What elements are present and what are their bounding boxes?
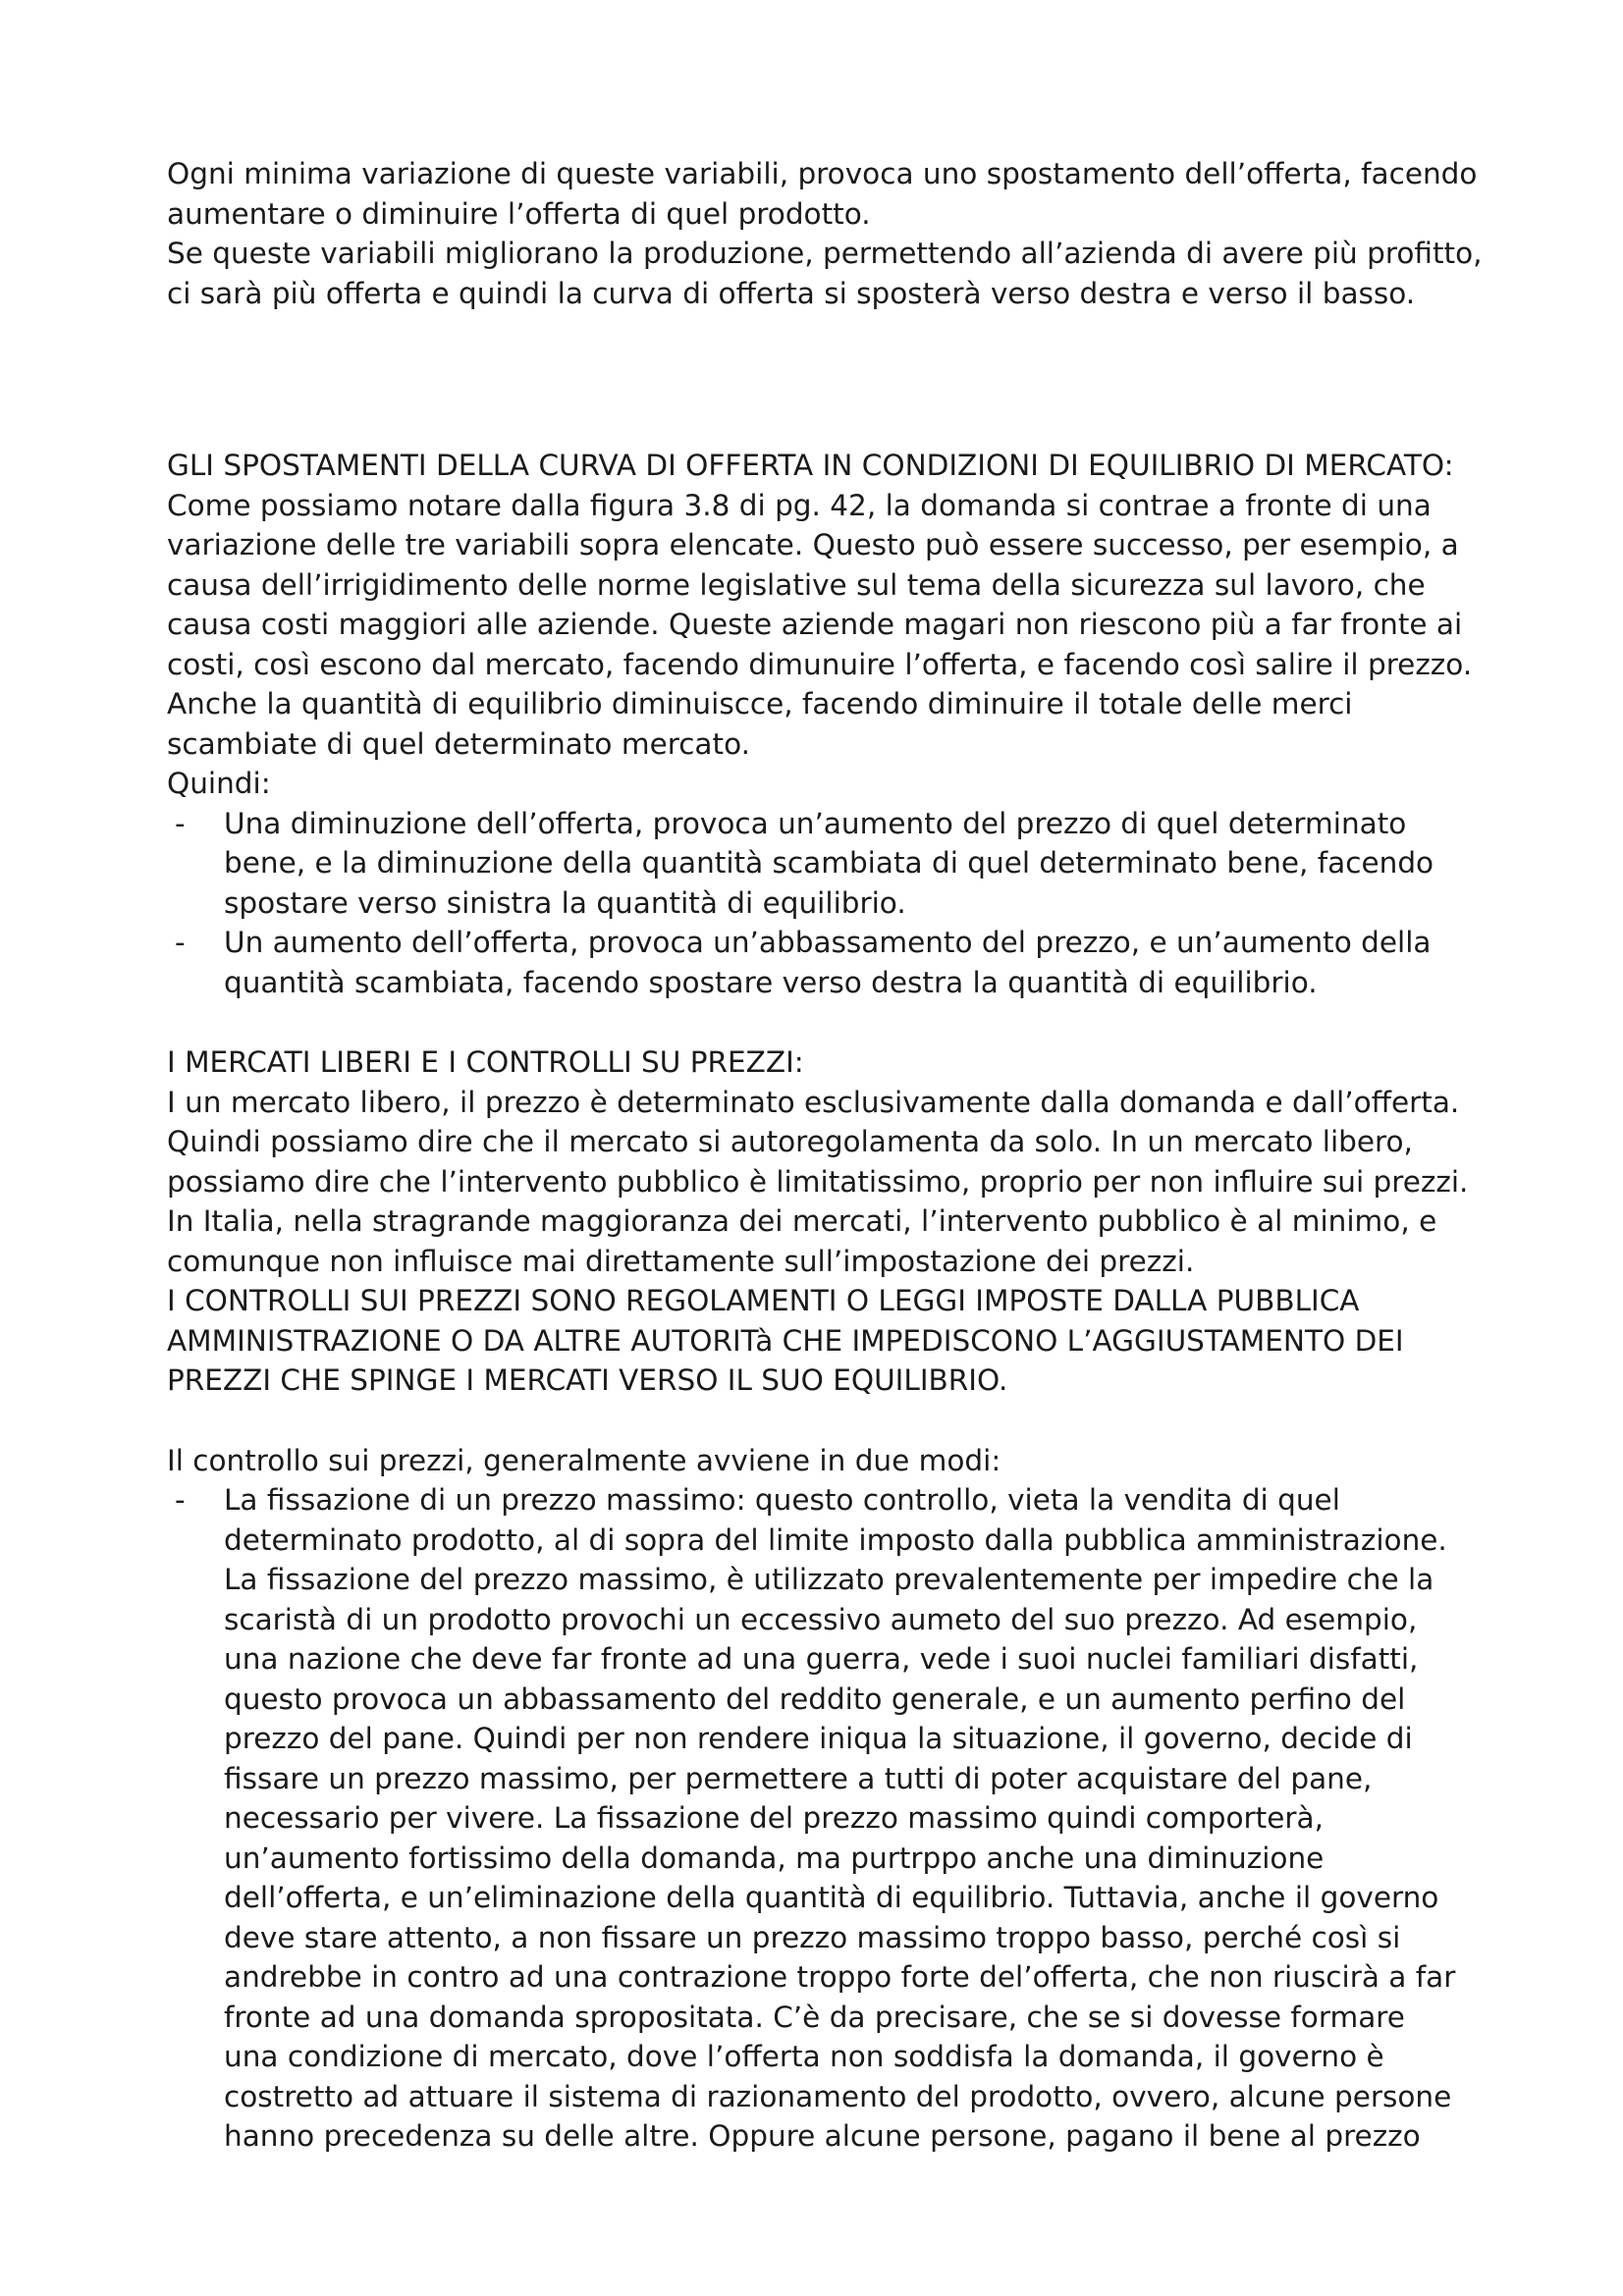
text-line: possiamo dire che l’intervento pubblico è limitatissimo, proprio per non influire sui prezzi. — [167, 1164, 1469, 1199]
text-line: Se queste variabili migliorano la produzione, permettendo all’azienda di avere più profitto, — [167, 237, 1483, 270]
section-heading: GLI SPOSTAMENTI DELLA CURVA DI OFFERTA IN CONDIZIONI DI EQUILIBRIO DI MERCATO: — [167, 449, 1454, 482]
text-line: Quindi possiamo dire che il mercato si autoregolamenta da solo. In un mercato libero, — [167, 1125, 1413, 1158]
text-line: questo provoca un abbassamento del reddito generale, e un aumento perfino del — [224, 1682, 1406, 1716]
bullet-dash: - — [175, 1483, 186, 1517]
text-line: quantità scambiata, facendo spostare verso destra la quantità di equilibrio. — [224, 965, 1318, 999]
list-item — [167, 1480, 1522, 2157]
text-line: costi, così escono dal mercato, facendo dimunuire l’offerta, e facendo così salire il prezzo. — [167, 647, 1473, 681]
text-line: scambiate di quel determinato mercato. — [167, 726, 750, 761]
text-line: Il controllo sui prezzi, generalmente avviene in due modi: — [167, 1443, 1001, 1477]
section-supply-shift — [167, 446, 1522, 1002]
bullet-list — [167, 804, 1522, 1003]
text-line: Quindi: — [167, 767, 271, 800]
text-line: I CONTROLLI SUI PREZZI SONO REGOLAMENTI O LEGGI IMPOSTE DALLA PUBBLICA — [167, 1284, 1360, 1317]
text-line: costretto ad attuare il sistema di razionamento del prodotto, ovvero, alcune persone — [224, 2079, 1452, 2113]
text-line: La fissazione del prezzo massimo, è utilizzato prevalentemente per impedire che la — [224, 1563, 1434, 1596]
bullet-dash: - — [175, 806, 186, 840]
text-line: spostare verso sinistra la quantità di equilibrio. — [224, 885, 906, 920]
text-line: ci sarà più offerta e quindi la curva di offerta si sposterà verso destra e verso il basso. — [167, 276, 1416, 310]
intro-paragraph — [167, 154, 1522, 313]
spacer — [167, 313, 1522, 446]
section-heading: I MERCATI LIBERI E I CONTROLLI SU PREZZI: — [167, 1045, 804, 1079]
section-free-markets — [167, 1042, 1522, 1401]
text-line: andrebbe in contro ad una contrazione troppo forte del’offerta, che non riuscirà a far — [224, 1960, 1456, 1994]
text-line: necessario per vivere. La fissazione del prezzo massimo quindi comporterà, — [224, 1801, 1324, 1835]
text-line: Una diminuzione dell’offerta, provoca un’aumento del prezzo di quel determinato — [224, 806, 1407, 840]
text-line: La fissazione di un prezzo massimo: questo controllo, vieta la vendita di quel — [224, 1483, 1340, 1517]
text-line: comunque non influisce mai direttamente sull’impostazione dei prezzi. — [167, 1244, 1195, 1278]
text-line: fronte ad una domanda spropositata. C’è da precisare, che se si dovesse formare — [224, 2000, 1405, 2034]
text-line: I un mercato libero, il prezzo è determinato esclusivamente dalla domanda e dall’offerta. — [167, 1085, 1460, 1119]
text-line: scaristà di un prodotto provochi un eccessivo aumeto del suo prezzo. Ad esempio, — [224, 1602, 1418, 1636]
text-line: aumentare o diminuire l’offerta di quel prodotto. — [167, 196, 871, 231]
text-line: Anche la quantità di equilibrio diminuiscce, facendo diminuire il totale delle merci — [167, 687, 1353, 721]
bullet-dash: - — [175, 926, 186, 959]
text-line: deve stare attento, a non fissare un prezzo massimo troppo basso, perché così si — [224, 1920, 1401, 1954]
text-line: causa costi maggiori alle aziende. Queste aziende magari non riescono più a far fronte ai — [167, 608, 1463, 641]
spacer — [167, 1002, 1522, 1042]
section-price-controls — [167, 1441, 1522, 2157]
bullet-list — [167, 1480, 1522, 2157]
text-line: prezzo del pane. Quindi per non rendere iniqua la situazione, il governo, decide di — [224, 1722, 1413, 1755]
text-line: variazione delle tre variabili sopra elencate. Questo può essere successo, per esempio, a — [167, 528, 1459, 561]
list-item — [167, 804, 1522, 924]
text-line: una condizione di mercato, dove l’offerta non soddisfa la domanda, il governo è — [224, 2040, 1384, 2073]
text-line: In Italia, nella stragrande maggioranza dei mercati, l’intervento pubblico è al minimo, e — [167, 1204, 1437, 1238]
text-line: causa dell’irrigidimento delle norme legislative sul tema della sicurezza sul lavoro, che — [167, 567, 1426, 602]
text-line: Un aumento dell’offerta, provoca un’abbassamento del prezzo, e un’aumento della — [224, 926, 1432, 959]
text-line: dell’offerta, e un’eliminazione della quantità di equilibrio. Tuttavia, anche il governo — [224, 1881, 1439, 1914]
text-line: Come possiamo notare dalla figura 3.8 di pg. 42, la domanda si contrae a fronte di una — [167, 488, 1432, 522]
text-line: bene, e la diminuzione della quantità scambiata di quel determinato bene, facendo — [224, 846, 1434, 880]
text-line: un’aumento fortissimo della domanda, ma purtrppo anche una diminuzione — [224, 1841, 1325, 1875]
text-line: fissare un prezzo massimo, per permettere a tutti di poter acquistare del pane, — [224, 1761, 1373, 1795]
text-line: una nazione che deve far fronte ad una guerra, vede i suoi nuclei familiari disfatti, — [224, 1642, 1419, 1676]
text-line: AMMINISTRAZIONE O DA ALTRE AUTORITà CHE IMPEDISCONO L’AGGIUSTAMENTO DEI — [167, 1323, 1404, 1358]
text-line: determinato prodotto, al di sopra del limite imposto dalla pubblica amministrazione. — [224, 1522, 1447, 1557]
spacer — [167, 1401, 1522, 1441]
text-line: hanno precedenza su delle altre. Oppure alcune persone, pagano il bene al prezzo — [224, 2119, 1421, 2153]
text-line: PREZZI CHE SPINGE I MERCATI VERSO IL SUO EQUILIBRIO. — [167, 1363, 1008, 1397]
document-page — [167, 154, 1522, 2157]
text-line: Ogni minima variazione di queste variabili, provoca uno spostamento dell’offerta, facendo — [167, 157, 1478, 190]
list-item — [167, 923, 1522, 1002]
